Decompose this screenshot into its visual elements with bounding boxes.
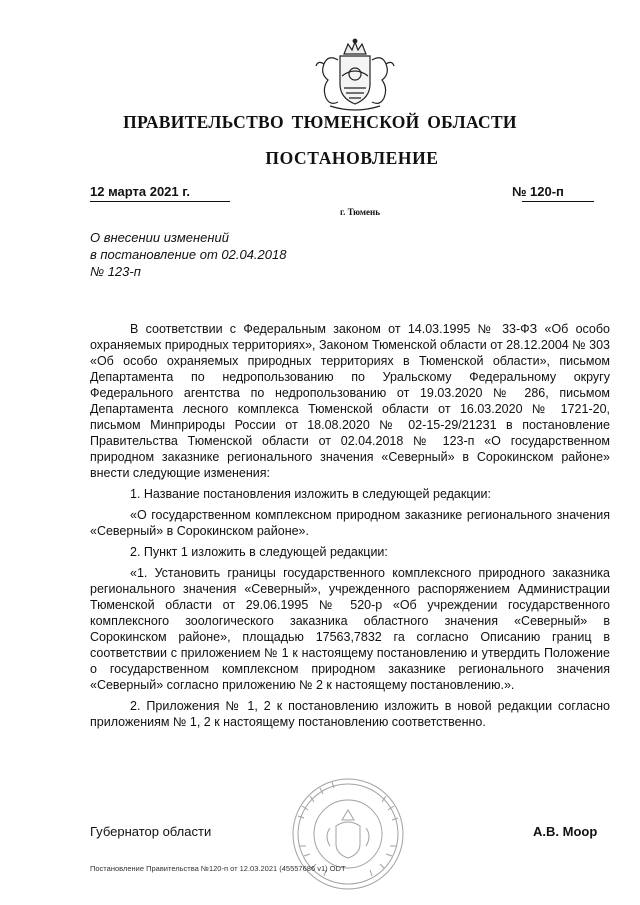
- body-paragraph-item2-quote: «1. Установить границы государственного комплексного природного заказника регионального значения «Северный», учрежденного распоряжением Администрации Тюменской области от 29.06.1995 № 520-р «Об учреждении государственного комплексного зоологического заказника областного значения «Северный» в Сорокинском районе», площадью 17563,7832 га согласно Описанию границ в соответствии с приложением № 1 к настоящему постановлению и утвердить Положение о государственном комплексном природном заказнике регионального значения «Северный» согласно приложению № 2 к настоящему постановлению.».: [90, 566, 610, 692]
- signature-role: Губернатор области: [90, 824, 212, 839]
- body-paragraph-item3: 2. Приложения № 1, 2 к постановлению изложить в новой редакции согласно приложениям № 1, 2 к настоящему постановлению соответственно.: [90, 699, 610, 729]
- body-paragraph-intro: В соответствии с Федеральным законом от 14.03.1995 № 33-ФЗ «Об особо охраняемых природных территориях», Законом Тюменской области от 28.12.2004 № 303 «Об особо охраняемых природных территориях в Тюменской области», письмом Департамента по недропользованию по Уральскому Федеральному округу Федерального агентства по недропользованию от 19.03.2020 № 286, письмом Департамента лесного комплекса Тюменской области от 16.03.2020 № 1721-20, письмом Минприроды России от 18.08.2020 № 02-15-29/21231 в постановление Правительства Тюменской области от 02.04.2018 № 123-п «О государственном природном заказнике регионального значения «Северный» в Сорокинском районе» внести следующие изменения:: [90, 322, 610, 480]
- signature-name: А.В. Моор: [533, 824, 598, 839]
- body-paragraph-item1-quote: «О государственном комплексном природном заказнике регионального значения «Северный» в Сорокинском районе».: [90, 508, 610, 538]
- title-line: № 123-п: [90, 264, 141, 279]
- number-underline: [522, 201, 594, 202]
- official-seal-icon: [290, 776, 406, 892]
- authority-title: ПРАВИТЕЛЬСТВО ТЮМЕНСКОЙ ОБЛАСТИ: [123, 112, 517, 132]
- body-paragraph-item1: 1. Название постановления изложить в следующей редакции:: [130, 487, 491, 501]
- number-sign: №: [512, 184, 527, 199]
- document-body: [90, 321, 610, 730]
- title-line: О внесении изменений: [90, 230, 229, 245]
- city: г. Тюмень: [340, 207, 380, 217]
- body-paragraph-item2: 2. Пункт 1 изложить в следующей редакции:: [130, 545, 388, 559]
- document-date: 12 марта 2021 г.: [90, 184, 190, 199]
- document-number: 120-п: [530, 184, 564, 199]
- coat-of-arms-icon: [300, 36, 410, 116]
- title-line: в постановление от 02.04.2018: [90, 247, 287, 262]
- date-underline: [90, 201, 230, 202]
- footer-reference: Постановление Правительства №120-п от 12.03.2021 (45557686 v1) ODT: [90, 864, 346, 873]
- document-type: ПОСТАНОВЛЕНИЕ: [265, 148, 439, 168]
- document-title: [90, 229, 350, 280]
